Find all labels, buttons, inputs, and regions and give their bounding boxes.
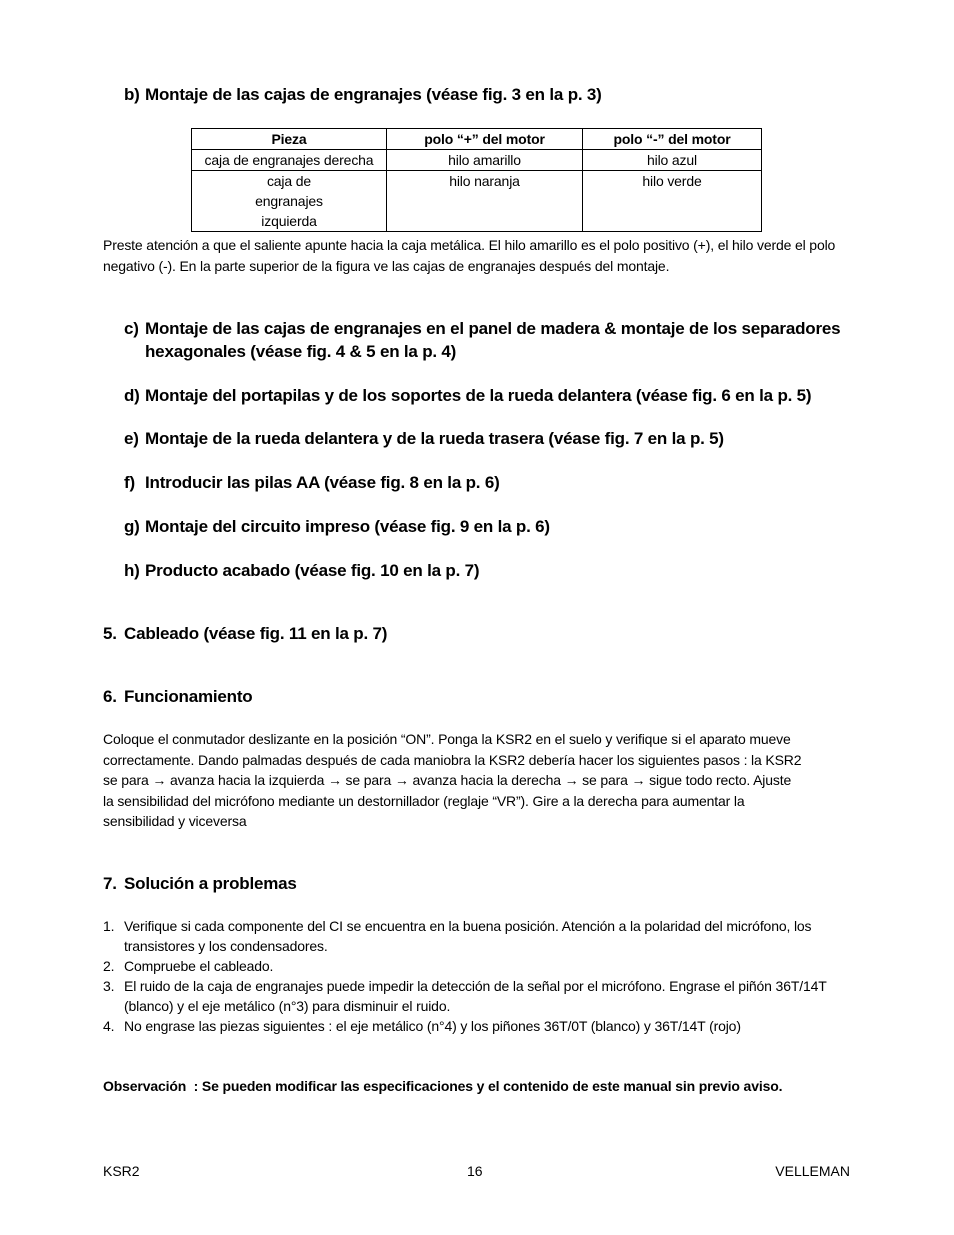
section-7-heading	[103, 874, 863, 898]
section-number: 6.	[103, 687, 117, 706]
paragraph-line: se para → avanza hacia la izquierda → se para → avanza hacia la derecha → se para → sigue todo recto. Ajuste	[103, 772, 792, 788]
section-b-title: Montaje de las cajas de engranajes (véase fig. 3 en la p. 3)	[145, 85, 602, 104]
paragraph-line: Coloque el conmutador deslizante en la posición “ON”. Ponga la KSR2 en el suelo y verifique si el aparato mueve	[103, 731, 791, 747]
table-header-pieza: Pieza	[192, 129, 387, 150]
step-label: f)	[124, 473, 135, 492]
footer-left: KSR2	[103, 1163, 140, 1179]
table-header-row	[192, 129, 762, 150]
step-label: e)	[124, 429, 139, 448]
list-item	[103, 956, 863, 976]
section-title: Funcionamiento	[124, 687, 253, 706]
step-title: Montaje del circuito impreso (véase fig. 9 en la p. 6)	[145, 517, 550, 536]
table-cell: hilo azul	[583, 150, 762, 171]
section-title: Solución a problemas	[124, 874, 297, 893]
list-item	[103, 976, 863, 1016]
footer-right: VELLEMAN	[775, 1163, 850, 1179]
table-row	[192, 171, 762, 232]
list-item-text: Compruebe el cableado.	[124, 958, 274, 974]
wiring-table	[191, 128, 762, 232]
list-item	[103, 916, 863, 956]
section-6-heading	[103, 687, 863, 711]
table-cell: caja de engranajes derecha	[192, 150, 387, 171]
step-label: h)	[124, 561, 140, 580]
paragraph-line: la sensibilidad del micrófono mediante un destornillador (reglaje “VR”). Gire a la derecha para aumentar la	[103, 792, 745, 809]
step-title: Montaje del portapilas y de los soportes de la rueda delantera (véase fig. 6 en la p. 5)	[145, 386, 812, 405]
list-item-text: El ruido de la caja de engranajes puede impedir la detección de la señal por el micrófono. Engrase el piñón 36T/14T (blanco) y el eje metálico (n°3) para disminuir el ruido.	[124, 978, 827, 1014]
list-item-text: No engrase las piezas siguientes : el eje metálico (n°4) y los piñones 36T/0T (blanco) y 36T/14T (rojo)	[124, 1018, 741, 1034]
table-row	[192, 150, 762, 171]
step-label: c)	[124, 319, 139, 338]
list-item	[103, 1016, 863, 1036]
table-cell: hilo amarillo	[387, 150, 583, 171]
step-title-line1: Montaje de las cajas de engranajes en el panel de madera & montaje de los separadores	[145, 319, 841, 338]
step-e	[124, 427, 864, 451]
table-header-positive: polo “+” del motor	[387, 129, 583, 150]
section-b-label: b)	[124, 85, 140, 104]
section-b-heading	[124, 83, 844, 107]
section-title: Cableado (véase fig. 11 en la p. 7)	[124, 624, 388, 643]
table-cell: hilo verde	[583, 171, 762, 232]
step-title: Producto acabado (véase fig. 10 en la p. 7)	[145, 561, 480, 580]
list-item-number: 2.	[103, 958, 115, 974]
table-header-negative: polo “-” del motor	[583, 129, 762, 150]
paragraph-line: sensibilidad y viceversa	[103, 813, 247, 829]
step-g	[124, 515, 864, 539]
section-6-paragraph	[103, 729, 863, 832]
section-number: 7.	[103, 874, 117, 893]
paragraph-line: correctamente. Dando palmadas después de cada maniobra la KSR2 debería hacer los siguientes pasos : la KSR2	[103, 751, 802, 768]
step-c	[124, 317, 864, 365]
note-paragraph: Preste atención a que el saliente apunte hacia la caja metálica. El hilo amarillo es el polo positivo (+), el hilo verde el polo negativo (-). En la parte superior de la figura ve las cajas de engranajes después del montaje.	[103, 237, 836, 274]
list-item-text: Verifique si cada componente del CI se encuentra en la buena posición. Atención a la polaridad del micrófono, los transistores y los condensadores.	[124, 918, 812, 954]
step-f	[124, 471, 864, 495]
section-5-heading	[103, 624, 863, 648]
step-label: d)	[124, 386, 140, 405]
step-d	[124, 384, 864, 408]
step-title-line2: hexagonales (véase fig. 4 & 5 en la p. 4)	[145, 342, 457, 361]
section-number: 5.	[103, 624, 117, 643]
step-h	[124, 559, 864, 583]
list-item-number: 1.	[103, 918, 115, 934]
table-cell: caja de engranajes izquierda	[192, 171, 387, 232]
step-title: Montaje de la rueda delantera y de la rueda trasera (véase fig. 7 en la p. 5)	[145, 429, 724, 448]
observation-note: Observación : Se pueden modificar las especificaciones y el contenido de este manual sin previo aviso.	[103, 1078, 783, 1094]
step-label: g)	[124, 517, 140, 536]
list-item-number: 3.	[103, 978, 115, 994]
step-title: Introducir las pilas AA (véase fig. 8 en la p. 6)	[145, 473, 500, 492]
page-number: 16	[467, 1163, 483, 1179]
list-item-number: 4.	[103, 1018, 115, 1034]
table-cell: hilo naranja	[387, 171, 583, 232]
